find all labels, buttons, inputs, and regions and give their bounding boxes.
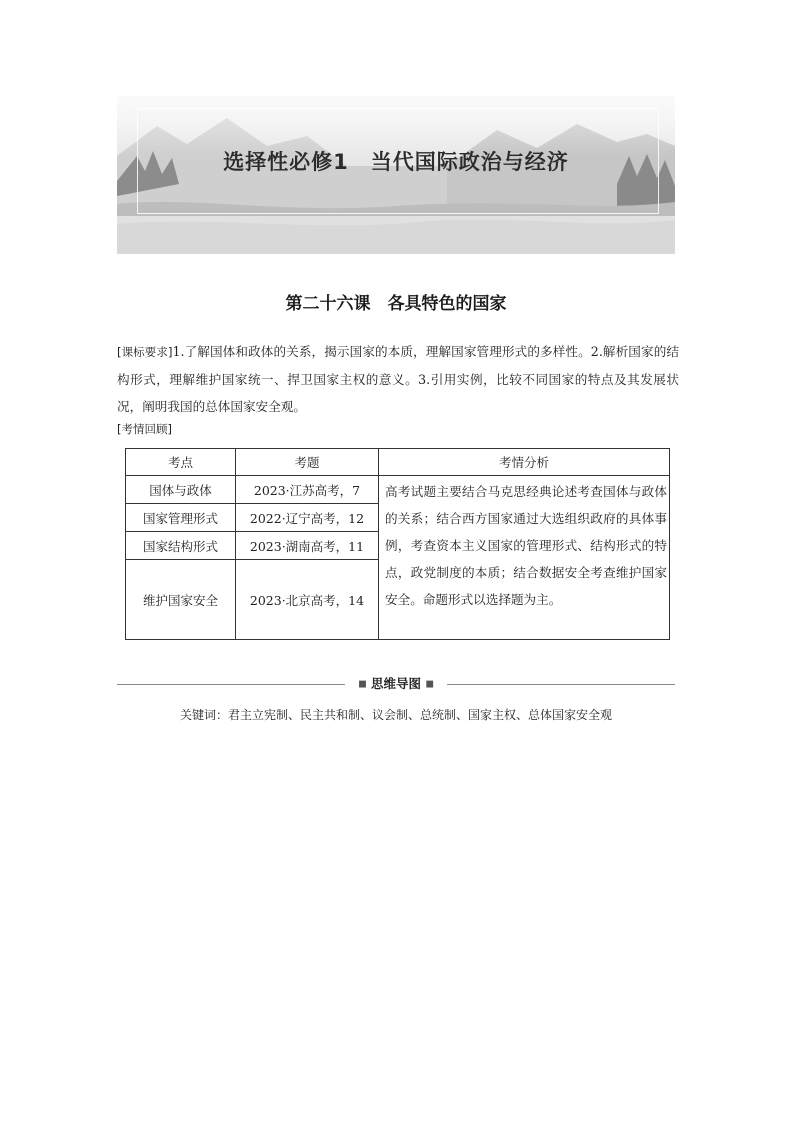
square-bullet-icon: ■ bbox=[425, 679, 434, 690]
cell-point: 国体与政体 bbox=[126, 476, 236, 504]
requirements-tag: [课标要求] bbox=[117, 345, 173, 359]
cell-exam: 2023·北京高考，14 bbox=[236, 560, 379, 640]
exam-review-table bbox=[125, 448, 670, 640]
cell-analysis: 高考试题主要结合马克思经典论述考查国体与政体的关系；结合西方国家通过大选组织政府的具体事例，考查资本主义国家的管理形式、结构形式的特点，政党制度的本质；结合数据安全考查维护国家安全。命题形式以选择题为主。 bbox=[379, 476, 670, 640]
mindmap-heading bbox=[345, 675, 447, 694]
square-bullet-icon: ■ bbox=[358, 679, 367, 690]
cell-exam: 2022·辽宁高考，12 bbox=[236, 504, 379, 532]
header-point: 考点 bbox=[126, 449, 236, 476]
table-header-row bbox=[126, 449, 670, 476]
cell-point: 国家管理形式 bbox=[126, 504, 236, 532]
cell-exam: 2023·湖南高考，11 bbox=[236, 532, 379, 560]
banner-title: 选择性必修1 当代国际政治与经济 bbox=[223, 150, 569, 174]
exam-review-label: [考情回顾] bbox=[117, 422, 172, 436]
header-analysis: 考情分析 bbox=[379, 449, 670, 476]
mindmap-heading-text: 思维导图 bbox=[370, 676, 421, 691]
requirements-text: 1.了解国体和政体的关系，揭示国家的本质，理解国家管理形式的多样性。2.解析国家的结构形式，理解维护国家统一、捍卫国家主权的意义。3.引用实例，比较不同国家的特点及其发展状况，阐明我国的总体国家安全观。 bbox=[117, 344, 679, 414]
lesson-title: 第二十六课 各具特色的国家 bbox=[285, 294, 507, 314]
cell-point: 维护国家安全 bbox=[126, 560, 236, 640]
keywords-line: 关键词：君主立宪制、民主共和制、议会制、总统制、国家主权、总体国家安全观 bbox=[179, 708, 612, 722]
curriculum-requirements bbox=[117, 338, 679, 420]
cell-exam: 2023·江苏高考，7 bbox=[236, 476, 379, 504]
cell-point: 国家结构形式 bbox=[126, 532, 236, 560]
table-row bbox=[126, 476, 670, 504]
header-exam: 考题 bbox=[236, 449, 379, 476]
chapter-banner bbox=[117, 96, 675, 254]
